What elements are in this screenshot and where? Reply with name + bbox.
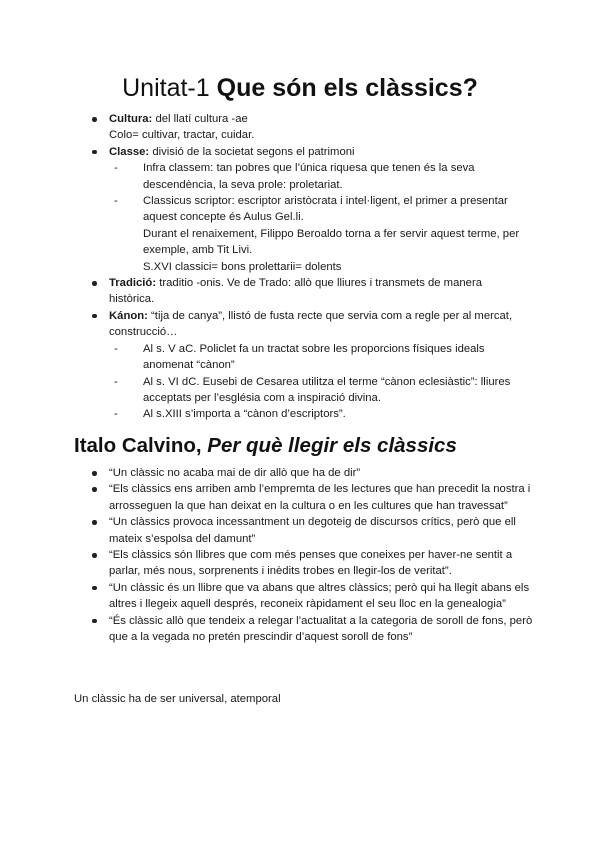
quote-item: “Un clàssics provoca incessantment un degoteig de discursos crítics, però que ell mateix s’espolsa del damunt” [88, 514, 538, 547]
heading-book-title: Per què llegir els clàssics [207, 434, 457, 457]
term-extra: Colo= cultivar, tractar, cuidar. [109, 129, 255, 142]
term-text: divisió de la societat segons el patrimoni [149, 145, 355, 158]
quote-item: “Un clàssic no acaba mai de dir allò que ha de dir” [88, 465, 538, 481]
sub-item: - Al s.XIII s’importa a “cànon d’escriptors”. [109, 406, 528, 422]
sub-item: - Classicus scriptor: escriptor aristòcrata i intel·ligent, el primer a presentar aquest concepte és Aulus Gel.li. [109, 193, 528, 226]
title-main: Que són els clàssics? [216, 74, 478, 102]
term-label: Cultura: [109, 113, 153, 125]
quote-item: “Els clàssics són llibres que com més penses que coneixes per haver-ne sentit a parlar, més nous, sorprenents i inèdits trobes en llegir-los de veritat”. [88, 547, 538, 580]
sub-item: - Infra classem: tan pobres que l’única riquesa que tenen és la seva descendència, la seva prole: proletariat. [109, 160, 528, 193]
title-prefix: Unitat-1 [122, 74, 210, 102]
definitions-list [88, 111, 528, 423]
sub-item: - Al s. V aC. Policlet fa un tractat sobre les proporcions físiques ideals anomenat “cànon” [109, 341, 528, 374]
list-item-tradicio [88, 275, 528, 308]
quote-item: “És clàssic allò que tendeix a relegar l’actualitat a la categoria de soroll de fons, però que a la vegada no pretén prescindir d’aquest soroll de fons” [88, 613, 538, 646]
heading-author: Italo Calvino, [74, 434, 202, 457]
section-heading [74, 432, 544, 460]
term-text: “tija de canya”, llistó de fusta recte que servia com a regle per al mercat, construcció… [109, 309, 513, 339]
term-text: traditio -onis. Ve de Trado: allò que lliures i transmets de manera històrica. [109, 277, 482, 306]
closing-statement: Un clàssic ha de ser universal, atemporal [74, 693, 281, 705]
list-item-cultura [88, 111, 528, 144]
sub-item: - Al s. VI dC. Eusebi de Cesarea utilitza el terme “cànon eclesiàstic”: lliures acceptats per l’església com a inspiració divina. [109, 374, 528, 407]
sub-extra: Durant el renaixement, Filippo Beroaldo torna a fer servir aquest terme, per exemple, amb Tit Livi. [143, 227, 520, 257]
quotes-list [88, 465, 538, 645]
term-label: Kánon: [109, 309, 148, 322]
list-item-classe [88, 144, 528, 160]
term-label: Tradició: [109, 277, 157, 290]
page-title [0, 72, 600, 104]
sub-extra: S.XVI classici= bons prolettarii= dolents [143, 260, 342, 273]
term-text: del llatí cultura -ae [152, 113, 248, 125]
term-label: Classe: [109, 145, 150, 158]
quote-item: “Els clàssics ens arriben amb l’empremta de les lectures que han precedit la nostra i arrosseguen la que han deixat en la cultura o en les cultures que han travessat” [88, 481, 538, 514]
quote-item: “Un clàssic és un llibre que va abans que altres clàssics; però qui ha llegit abans els altres i llegeix aquell després, reconeix ràpidament el seu lloc en la genealogia” [88, 580, 538, 613]
list-item-kanon [88, 308, 528, 341]
